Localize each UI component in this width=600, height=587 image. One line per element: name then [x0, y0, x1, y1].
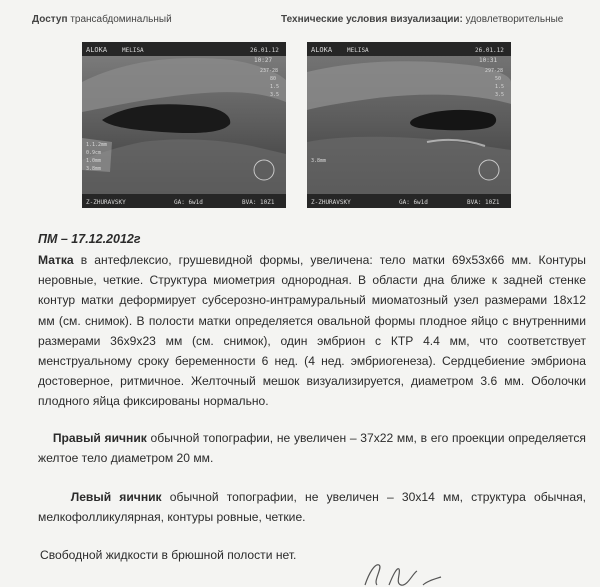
- us2-param: 297-28: [485, 68, 504, 74]
- us2-param: 50: [495, 76, 502, 82]
- us1-meas: 1.1.2mm: [86, 142, 108, 148]
- us1-meas: 0.9cm: [86, 150, 102, 156]
- conditions-value: удовлетворительные: [465, 14, 564, 25]
- us1-name: MELISA: [122, 47, 144, 54]
- right-ovary-paragraph: [38, 428, 586, 468]
- us1-footer-right: BVA: 10Z1: [242, 199, 275, 206]
- us2-footer-right: BVA: 10Z1: [467, 199, 500, 206]
- us2-name: MELISA: [347, 47, 369, 54]
- left-ovary-paragraph: [38, 487, 586, 527]
- free-fluid-paragraph: [40, 545, 588, 565]
- us1-brand: ALOKA: [86, 46, 108, 54]
- us1-param: 3.5: [270, 92, 280, 98]
- us1-param: 1.5: [270, 84, 280, 90]
- us2-param: 1.5: [495, 84, 505, 90]
- right-ovary-title: Правый яичник: [52, 431, 147, 445]
- conditions-label: Технические условия визуализации:: [281, 14, 463, 25]
- conditions-line: [281, 14, 563, 25]
- last-menstruation-date: ПМ – 17.12.2012г: [38, 232, 141, 246]
- us1-param: 237-28: [260, 68, 279, 74]
- uterus-text: в антефлексио, грушевидной формы, увеличена: тело матки 69х53х66 мм. Контуры неровные, четкие. Структура миометрия однородная. В области дна ближе к задней стенке контур матки деформирует субсерозно-интрамуральный миоматозный узел размерами 18х12 мм (см. снимок). В полости матки определяется овальной формы плодное яйцо с внутренними размерами 36х9х23 мм (см. снимок), один эмбрион с КТР 4.4 мм, что соответствует менструальному сроку беременности 6 нед. (4 нед. эмбриогенеза). Сердцебиение эмбриона достоверное, ритмичное. Желточный мешок визуализируется, диаметром 3.6 мм. Оболочки плодного яйца фиксированы нормально.: [38, 253, 586, 409]
- uterus-title: Матка: [38, 253, 74, 267]
- us1-footer-left: Z-ZHURAVSKY: [86, 199, 126, 206]
- us2-footer-left: Z-ZHURAVSKY: [311, 199, 351, 206]
- us1-param: 80: [270, 76, 277, 82]
- us1-footer-mid: GA: 6w1d: [174, 199, 203, 206]
- us2-meas: 3.8mm: [311, 158, 327, 164]
- us2-param: 3.5: [495, 92, 505, 98]
- us1-meas: 1.0mm: [86, 158, 102, 164]
- us2-time: 10:31: [479, 57, 498, 64]
- signature: [355, 555, 445, 587]
- left-ovary-title: Левый яичник: [70, 490, 162, 504]
- left-ovary-text: обычной топографии, не увеличен – 30х14 мм, структура обычная, мелкофолликулярная, контуры ровные, четкие.: [38, 490, 586, 525]
- free-fluid-text: Свободной жидкости в брюшной полости нет.: [40, 548, 297, 562]
- us1-meas: 3.8mm: [86, 166, 102, 172]
- access-value: трансабдоминальный: [70, 14, 172, 25]
- us2-brand: ALOKA: [311, 46, 333, 54]
- access-label: Доступ: [32, 14, 68, 25]
- ultrasound-image-2: [307, 42, 511, 208]
- right-ovary-text: обычной топографии, не увеличен – 37х22 мм, в его проекции определяется желтое тело диаметром 20 мм.: [38, 431, 586, 466]
- uterus-paragraph: [38, 250, 586, 412]
- us2-footer-mid: GA: 6w1d: [399, 199, 428, 206]
- ultrasound-image-1: [82, 42, 286, 208]
- us1-time: 10:27: [254, 57, 273, 64]
- access-line: [32, 14, 172, 25]
- us1-date: 26.01.12: [250, 47, 279, 54]
- us2-date: 26.01.12: [475, 47, 504, 54]
